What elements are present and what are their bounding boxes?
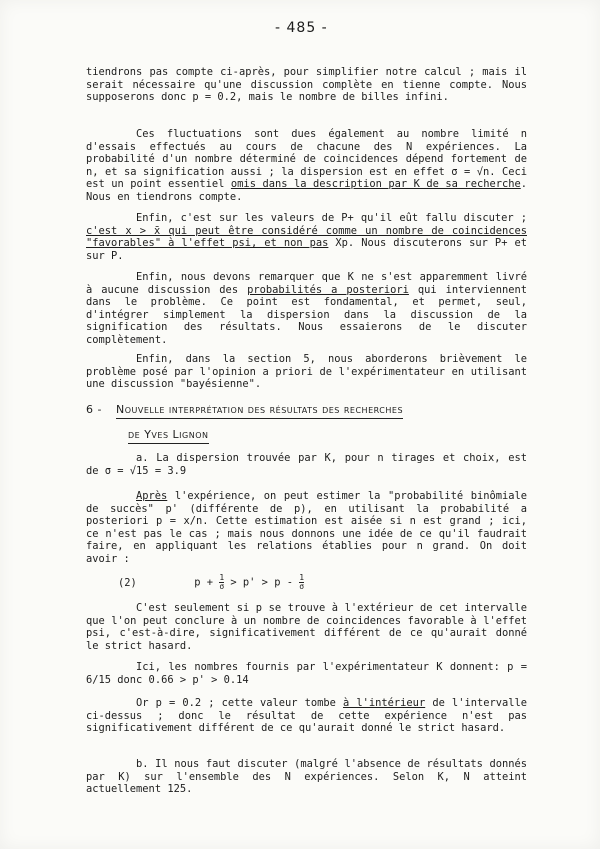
formula-left: p + [194, 576, 214, 589]
paragraph-10-underlined: à l'intérieur [343, 697, 426, 709]
paragraph-4-end: qui interviennent dans le problème. Ce point est fondamental, et permet, seul, d'intégrer simplement la dispersion dans la discussion de la signification des résultats. Nous essaierons de le discuter complètement. [86, 283, 527, 346]
paragraph-6: a. La dispersion trouvée par K, pour n tirages et choix, est de σ = √15 = 3.9 [86, 452, 527, 477]
paragraph-9: Ici, les nombres fournis par l'expérimentateur K donnent: p = 6/15 donc 0.66 > p' > 0.14 [86, 661, 527, 686]
formula-frac1-den: σ [219, 582, 225, 591]
paragraph-3-text: Enfin, c'est sur les valeurs de P+ qu'il eût fallu discuter ; [136, 212, 527, 224]
paragraph-4 [86, 271, 527, 347]
paragraph-10-text: Or p = 0.2 ; cette valeur tombe [136, 697, 344, 709]
paragraph-2-underlined: omis dans la description par K de sa recherche [230, 178, 521, 191]
paragraph-2-text: Ces fluctuations sont dues également au nombre limité n d'essais effectués au cours de chacune des N expériences. La probabilité d'un nombre déterminé de coincidences dépend fortement de n, et sa signification aussi ; la dispersion est en effet σ = √n. Ceci est un point essentiel [86, 128, 527, 191]
paragraph-1: tiendrons pas compte ci-après, pour simplifier notre calcul ; mais il serait nécessaire qu'une discussion complète en tienne compte. Nous supposerons donc p = 0.2, mais le nombre de billes infini. [86, 66, 527, 104]
paragraph-3 [86, 212, 527, 262]
section-title-line1: Nouvelle interprétation des résultats des recherches [116, 403, 403, 419]
formula-fraction-1 [219, 574, 224, 591]
paragraph-10 [86, 697, 527, 735]
paragraph-4-text: Enfin, nous devons remarquer que K ne s'est apparemment livré à aucune discussion des [86, 271, 527, 296]
formula-label: (2) [118, 576, 137, 589]
paragraph-7-text: l'expérience, on peut estimer la "probabilité binômiale de succès" p' (différente de p), en utilisant la probabilité a posteriori p = x/n. Cette estimation est aisée si n est grand ; ici, ce n'est pas le cas ; mais nous donnons une idée de ce qu'il faudrait faire, en appliquant les relations établies pour n grand. On doit avoir : [86, 490, 527, 565]
paragraph-8: C'est seulement si p se trouve à l'extérieur de cet intervalle que l'on peut conclure à un nombre de coincidences favorable à l'effet psi, c'est-à-dire, significativement différent de ce qu'aurait donné le strict hasard. [86, 602, 527, 652]
paragraph-3-underlined: c'est x > x̄ qui peut être considéré comme un nombre de coincidences "favorables" à l'effet psi, et non pas [86, 224, 527, 250]
formula-frac2-num: 1 [299, 573, 305, 582]
formula-middle: > p' > p - [230, 576, 293, 589]
paragraph-10-end: de l'intervalle ci-dessus ; donc le résultat de cette expérience n'est pas significativement différent de ce qu'aurait donné le strict hasard. [86, 697, 528, 735]
paragraph-7-underlined: Après [136, 490, 168, 502]
paragraph-5: Enfin, dans la section 5, nous aborderons brièvement le problème posé par l'opinion a priori de l'expérimentateur en utilisant une discussion "bayésienne". [86, 353, 527, 391]
paragraph-3-end: Xp. Nous discuterons sur P+ et sur P. [86, 237, 527, 262]
formula-frac2-den: σ [299, 582, 305, 591]
section-number: 6 - [86, 403, 102, 416]
paragraph-11: b. Il nous faut discuter (malgré l'absence de résultats donnés par K) sur l'ensemble des N expériences. Selon K, N atteint actuellement 125. [86, 758, 527, 796]
formula-2 [118, 574, 304, 591]
section-title-line2: de Yves Lignon [128, 428, 209, 444]
page-number: - 485 - [275, 20, 328, 36]
paragraph-7 [86, 490, 527, 566]
paragraph-2 [86, 128, 527, 204]
formula-frac1-num: 1 [219, 573, 225, 582]
paragraph-4-underlined: probabilités a posteriori [247, 283, 409, 296]
section-heading [86, 403, 403, 416]
formula-fraction-2 [299, 574, 304, 591]
paragraph-2-end: . Nous en tiendrons compte. [86, 178, 528, 203]
